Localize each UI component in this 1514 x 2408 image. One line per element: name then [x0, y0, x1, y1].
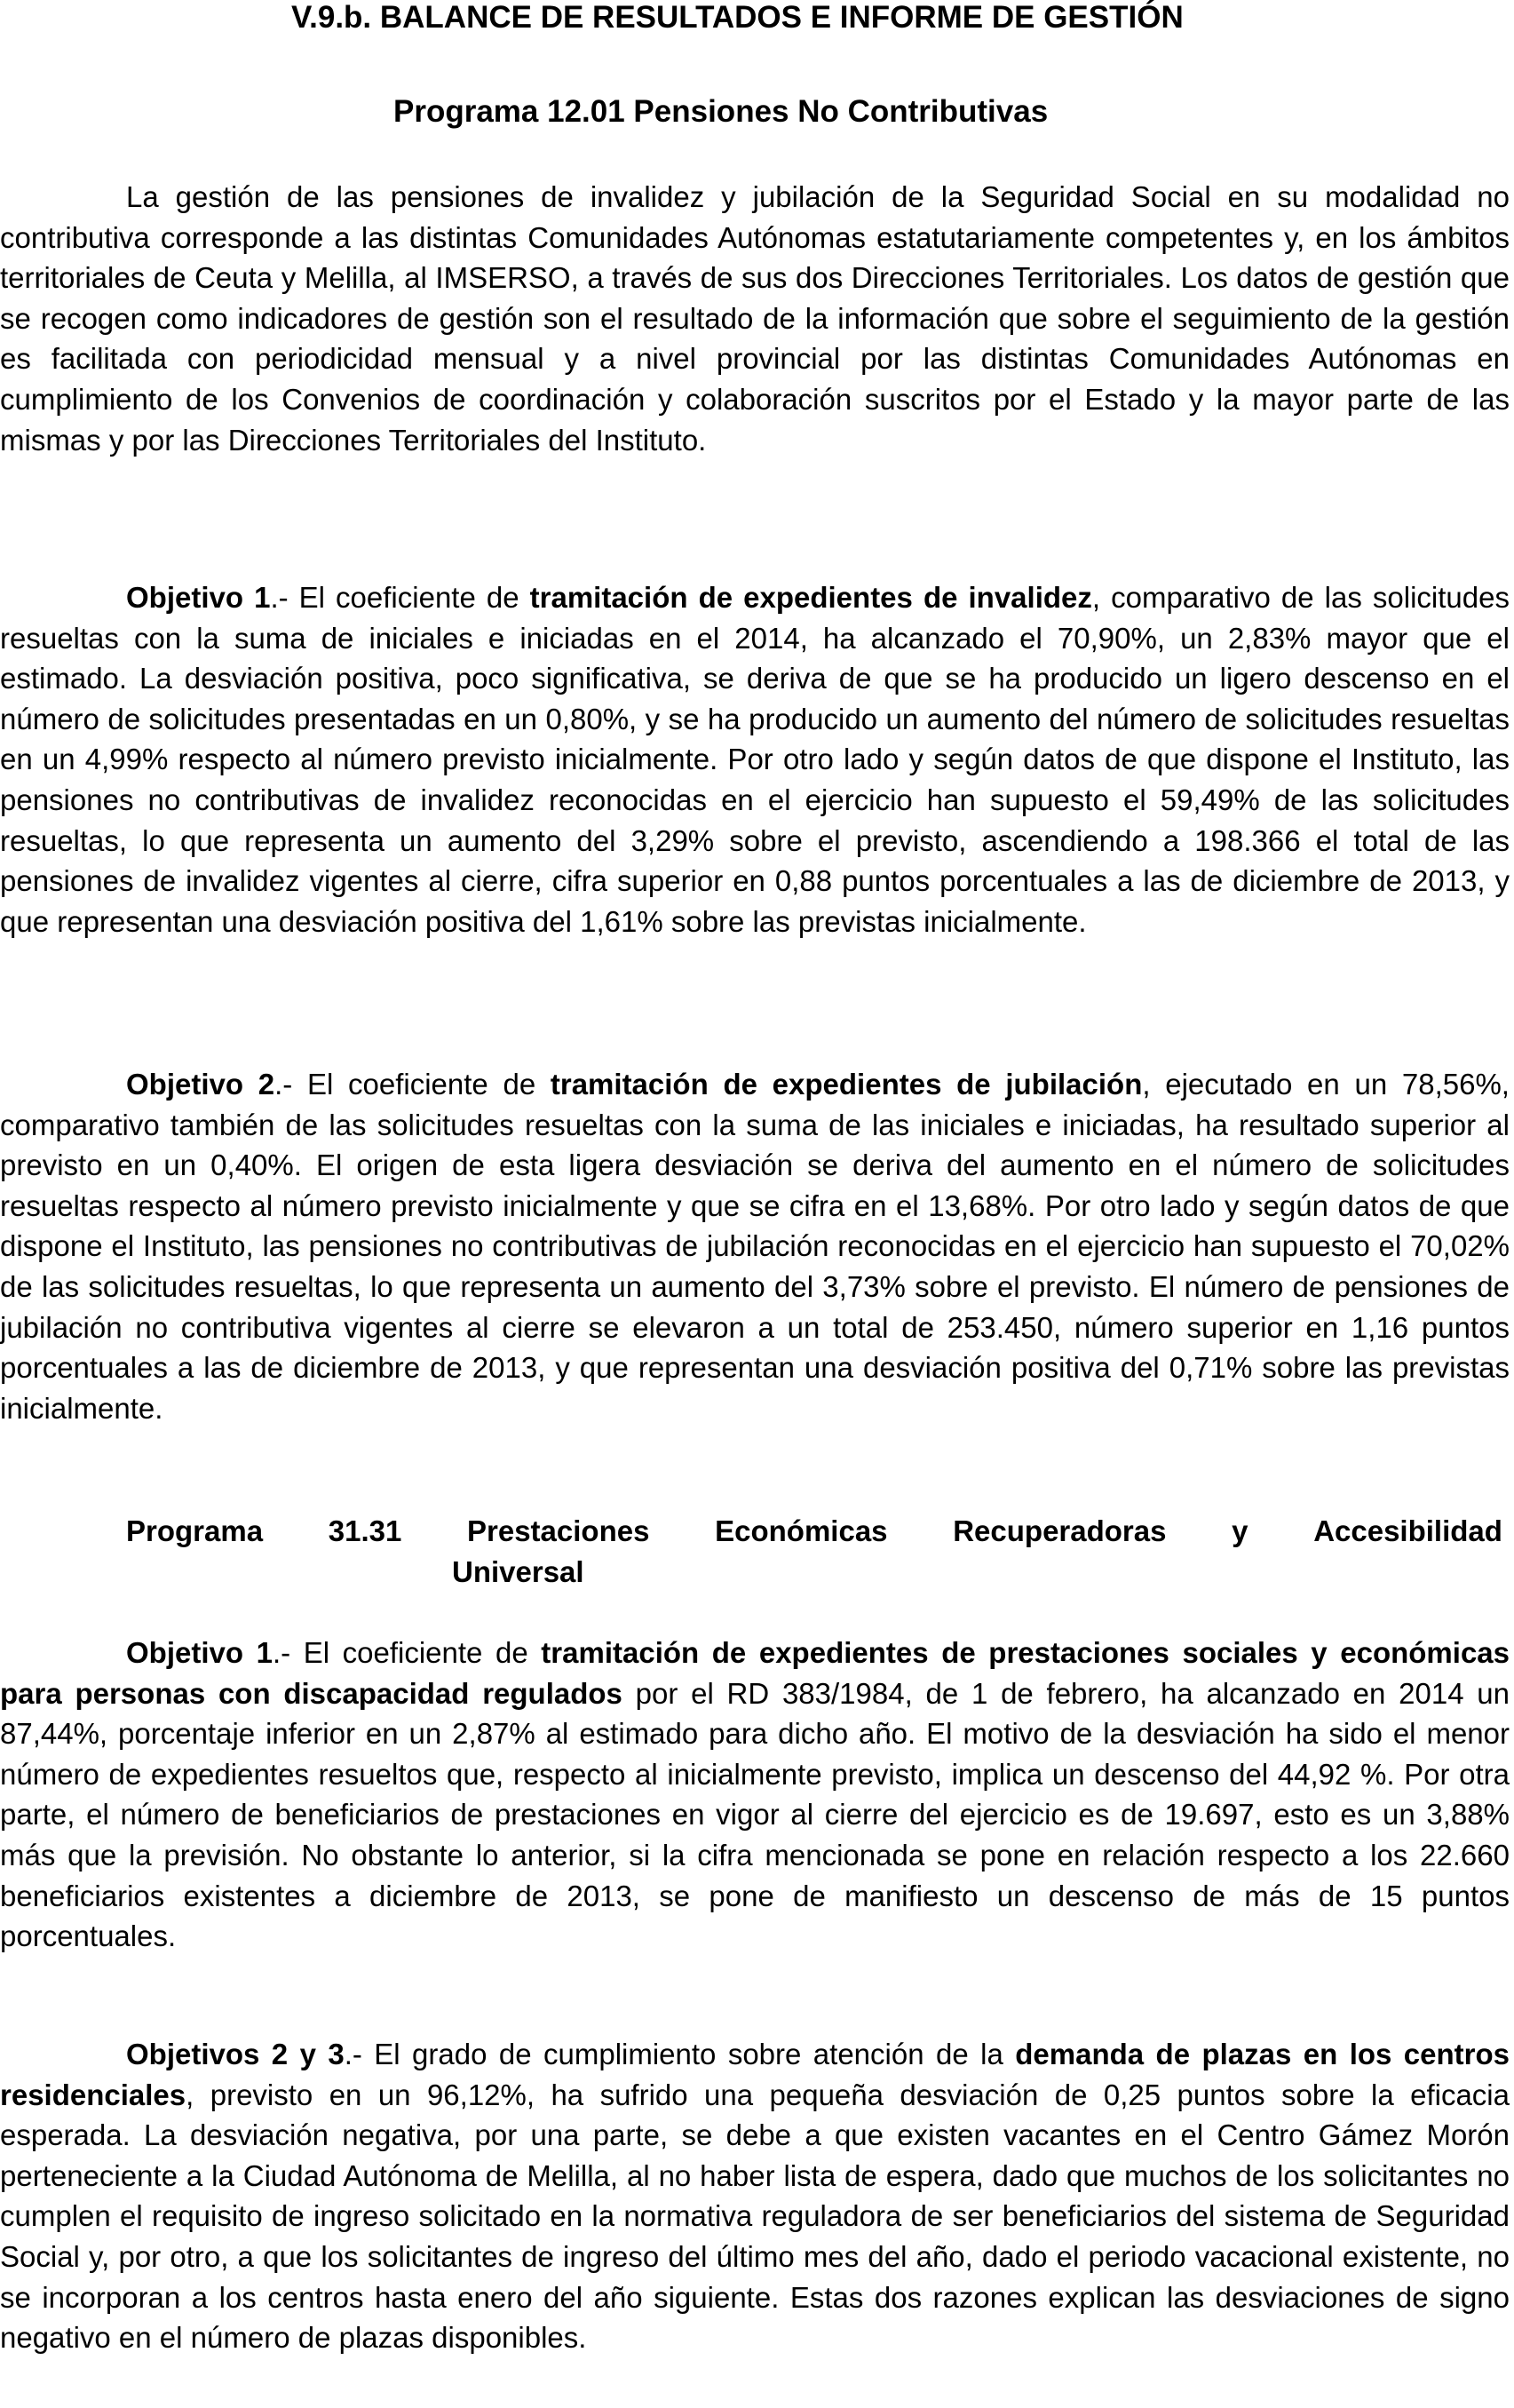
objective-body-text: por el RD 383/1984, de 1 de febrero, ha alcanzado en 2014 un 87,44%, porcentaje inferior en un 2,87% al estimado para dicho año. El motivo de la desviación ha sido el menor número de expedientes resueltos que, respecto al inicialmente previsto, implica un descenso del 44,92 %. Por otra parte, el número de beneficiarios de prestaciones en vigor al cierre del ejercicio es de 19.697, esto es un 3,88% más que la previsión. No obstante lo anterior, si la cifra mencionada se pone en relación respecto a los 22.660 beneficiarios existentes a diciembre de 2013, se pone de manifiesto un descenso de más de 15 puntos porcentuales. [0, 1676, 1510, 1953]
objective-body-text: , comparativo de las solicitudes resueltas con la suma de iniciales e iniciadas en el 2014, ha alcanzado el 70,90%, un 2,83% mayor que el estimado. La desviación positiva, poco significativa, se deriva de que se ha producido un ligero descenso en el número de solicitudes presentadas en un 0,80%, y se ha producido un aumento del número de solicitudes resueltas en un 4,99% respecto al número previsto inicialmente. Por otro lado y según datos de que dispone el Instituto, las pensiones no contributivas de invalidez reconocidas en el ejercicio han supuesto el 59,49% de las solicitudes resueltas, lo que representa un aumento del 3,29% sobre el previsto, ascendiendo a 198.366 el total de las pensiones de invalidez vigentes al cierre, cifra superior en 0,88 puntos porcentuales a las de diciembre de 2013, y que representan una desviación positiva del 1,61% sobre las previstas inicialmente. [0, 581, 1510, 938]
title-word: Recuperadoras [953, 1514, 1167, 1547]
objective-key-phrase: tramitación de expedientes de prestaciones sociales y económicas para personas con discapacidad regulados [0, 1636, 1510, 1710]
objective-lead-text: .- El grado de cumplimiento sobre atención de la [344, 2038, 1016, 2070]
title-word: 31.31 [328, 1514, 402, 1547]
objective-label: Objetivo 1 [126, 1636, 273, 1669]
objective-key-phrase: demanda de plazas en los centros residenciales [0, 2038, 1510, 2111]
program-2-objectives-2-3-paragraph [0, 2034, 1510, 2358]
title-word: Accesibilidad [1313, 1514, 1502, 1547]
program-2-title-line-2: Universal [452, 1554, 584, 1588]
program-1-objective-2-paragraph [0, 1064, 1510, 1428]
program-2-title [126, 1511, 1502, 1592]
program-2-objective-1-paragraph [0, 1633, 1510, 1957]
title-word: Prestaciones [467, 1514, 650, 1547]
objective-label: Objetivo 2 [126, 1068, 275, 1101]
document-heading: V.9.b. BALANCE DE RESULTADOS E INFORME DE GESTIÓN [291, 0, 1184, 35]
program-1-objective-1-paragraph [0, 577, 1510, 942]
title-word: Programa [126, 1514, 264, 1547]
program-2-title-line-1 [126, 1511, 1502, 1552]
objective-lead-text: .- El coeficiente de [274, 1068, 551, 1101]
objective-key-phrase: tramitación de expedientes de invalidez [529, 581, 1092, 614]
program-1-title: Programa 12.01 Pensiones No Contributivas [393, 94, 1049, 129]
program-1-intro-paragraph: La gestión de las pensiones de invalidez y jubilación de la Seguridad Social en su modalidad no contributiva corresponde a las distintas Comunidades Autónomas estatutariamente competentes y, en los ámbitos territoriales de Ceuta y Melilla, al IMSERSO, a través de sus dos Direcciones Territoriales. Los datos de gestión que se recogen como indicadores de gestión son el resultado de la información que sobre el seguimiento de la gestión es facilitada con periodicidad mensual y a nivel provincial por las distintas Comunidades Autónomas en cumplimiento de los Convenios de coordinación y colaboración suscritos por el Estado y la mayor parte de las mismas y por las Direcciones Territoriales del Instituto. [0, 180, 1510, 457]
objective-lead-text: .- El coeficiente de [272, 1636, 542, 1669]
objective-body-text: , ejecutado en un 78,56%, comparativo también de las solicitudes resueltas con la suma de las iniciales e iniciadas, ha resultado superior al previsto en un 0,40%. El origen de esta ligera desviación se deriva del aumento en el número de solicitudes resueltas respecto al número previsto inicialmente y que se cifra en el 13,68%. Por otro lado y según datos de que dispone el Instituto, las pensiones no contributivas de jubilación reconocidas en el ejercicio han supuesto el 70,02% de las solicitudes resueltas, lo que representa un aumento del 3,73% sobre el previsto. El número de pensiones de jubilación no contributiva vigentes al cierre se elevaron a un total de 253.450, número superior en 1,16 puntos porcentuales a las de diciembre de 2013, y que representan una desviación positiva del 0,71% sobre las previstas inicialmente. [0, 1068, 1510, 1425]
objective-body-text: , previsto en un 96,12%, ha sufrido una pequeña desviación de 0,25 puntos sobre la eficacia esperada. La desviación negativa, por una parte, se debe a que existen vacantes en el Centro Gámez Morón perteneciente a la Ciudad Autónoma de Melilla, al no haber lista de espera, dado que muchos de los solicitantes no cumplen el requisito de ingreso solicitado en la normativa reguladora de ser beneficiarios del sistema de Seguridad Social y, por otro, a que los solicitantes de ingreso del último mes del año, dado el periodo vacacional existente, no se incorporan a los centros hasta enero del año siguiente. Estas dos razones explican las desviaciones de signo negativo en el número de plazas disponibles. [0, 2078, 1510, 2355]
objective-label: Objetivos 2 y 3 [126, 2038, 345, 2070]
title-word: Económicas [715, 1514, 888, 1547]
objective-lead-text: .- El coeficiente de [270, 581, 530, 614]
objective-label: Objetivo 1 [126, 581, 271, 614]
title-word: y [1232, 1514, 1248, 1547]
objective-key-phrase: tramitación de expedientes de jubilación [550, 1068, 1143, 1101]
